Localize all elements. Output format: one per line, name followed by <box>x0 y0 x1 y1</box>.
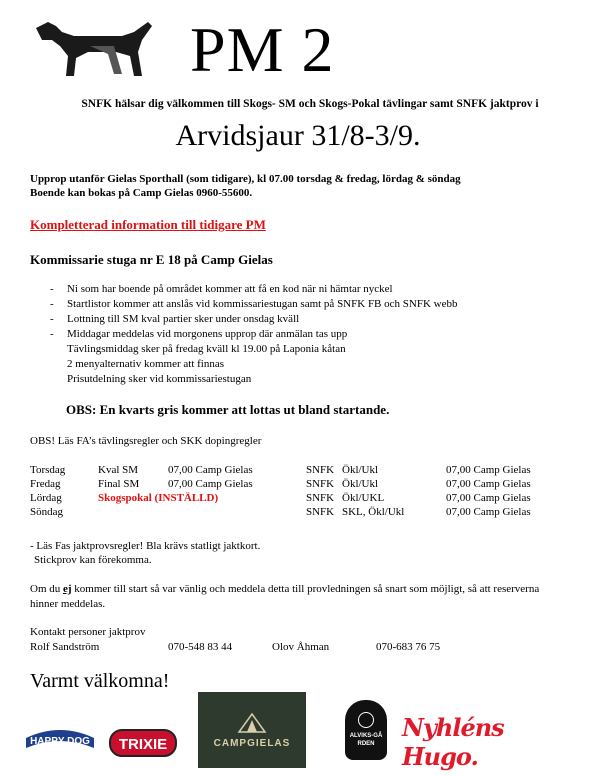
dog-silhouette-logo <box>30 18 160 80</box>
schedule-time2: 07,00 Camp Gielas <box>446 492 531 504</box>
contact-row <box>30 640 440 655</box>
schedule-time2: 07,00 Camp Gielas <box>446 506 531 518</box>
schedule-org: SNFK <box>306 464 335 476</box>
location-dates: Arvidsjaur 31/8-3/9. <box>175 119 421 152</box>
schedule-day: Fredag <box>30 478 61 490</box>
list-item: - Startlistor kommer att anslås vid kommissariestugan samt på SNFK FB och SNFK webb <box>50 298 458 310</box>
trixie-logo <box>108 726 178 760</box>
table-row <box>30 491 531 505</box>
contact-phone: 070-683 76 75 <box>376 641 441 653</box>
contact-name: Olov Åhman <box>272 641 330 653</box>
schedule-class: Ökl/UKL <box>342 492 385 504</box>
schedule-event: Final SM <box>98 478 140 490</box>
schedule-day: Lördag <box>30 492 62 504</box>
camp-gielas-text: CAMPGIELAS <box>213 737 291 749</box>
contact-phone: 070-548 83 44 <box>168 641 233 653</box>
rules-note-line: Stickprov kan förekomma. <box>34 554 152 566</box>
info-bullet-list <box>50 282 457 387</box>
rules-note <box>30 539 260 567</box>
alviks-emblem-icon <box>358 712 374 728</box>
trixie-text: TRIXIE <box>118 736 168 753</box>
list-item-continuation: 2 menyalternativ kommer att finnas <box>67 358 225 370</box>
withdrawal-notice: Om du ej kommer till start så var vänlig och meddela detta till provledningen så snart som möjligt, så att reserverna hinner meddelas. <box>30 583 540 610</box>
page-title: PM 2 <box>190 14 335 85</box>
contact-name: Rolf Sandström <box>30 641 100 653</box>
nyhlens-hugo-text: Nyhléns Hugo. <box>402 713 504 771</box>
schedule-event-cancelled: Skogspokal (INSTÄLLD) <box>98 492 219 504</box>
list-item: - Middagar meddelas vid morgonens upprop där anmälan tas upp <box>50 328 348 340</box>
table-row <box>30 477 531 491</box>
obs-rules-notice: OBS! Läs FA’s tävlingsregler och SKK dopingregler <box>30 435 262 447</box>
camp-gielas-logo <box>198 692 306 768</box>
info-line-roll-call: Upprop utanför Gielas Sporthall (som tidigare), kl 07.00 torsdag & fredag, lördag & söndag <box>30 173 461 185</box>
schedule-event <box>98 505 168 519</box>
nyhlens-hugo-logo <box>402 713 552 771</box>
schedule-time <box>168 505 306 519</box>
info-line-booking: Boende kan bokas på Camp Gielas 0960-55600. <box>30 187 253 199</box>
closing-greeting: Varmt välkomna! <box>30 670 170 692</box>
rules-note-line: - Läs Fas jaktprovsregler! Bla krävs statligt jaktkort. <box>30 540 261 552</box>
schedule-org: SNFK <box>306 506 335 518</box>
contact-block <box>30 625 440 655</box>
list-item: - Ni som har boende på området kommer att få en kod när ni hämtar nyckel <box>50 283 393 295</box>
schedule-event: Kval SM <box>98 464 139 476</box>
happy-dog-logo <box>24 722 96 752</box>
contact-heading: Kontakt personer jaktprov <box>30 626 146 638</box>
table-row <box>30 463 531 477</box>
list-item: - Lottning till SM kval partier sker under onsdag kväll <box>50 313 300 325</box>
supplement-heading: Kompletterad information till tidigare PM <box>30 217 266 232</box>
info-block <box>30 172 461 200</box>
alviks-garden-logo <box>345 700 387 760</box>
stuga-heading: Kommissarie stuga nr E 18 på Camp Gielas <box>30 252 273 267</box>
tent-icon <box>237 712 267 734</box>
welcome-text: SNFK hälsar dig välkommen till Skogs- SM och Skogs-Pokal tävlingar samt SNFK jaktprov i <box>81 98 539 110</box>
list-item-continuation: Tävlingsmiddag sker på fredag kväll kl 19.00 på Laponia kåtan <box>67 343 346 355</box>
schedule-class: Ökl/Ukl <box>342 478 379 490</box>
schedule-org: SNFK <box>306 478 335 490</box>
table-row <box>30 505 531 519</box>
emphasis-ej: ej <box>63 583 72 595</box>
schedule-class: SKL, Ökl/Ukl <box>342 506 405 518</box>
schedule-time2: 07,00 Camp Gielas <box>446 478 531 490</box>
obs-raffle-notice: OBS: En kvarts gris kommer att lottas ut bland startande. <box>66 402 390 417</box>
schedule-time: 07,00 Camp Gielas <box>168 478 253 490</box>
schedule-day: Torsdag <box>30 464 66 476</box>
schedule-class: Ökl/Ukl <box>342 464 379 476</box>
schedule-time2: 07,00 Camp Gielas <box>446 464 531 476</box>
happy-dog-text: HAPPY DOG <box>30 736 90 747</box>
schedule-org: SNFK <box>306 492 335 504</box>
schedule-day: Söndag <box>30 506 63 518</box>
alviks-text: ALVIKS-GÅRDEN <box>349 733 383 747</box>
list-item-continuation: Prisutdelning sker vid kommissariestugan <box>67 373 252 385</box>
schedule-time: 07,00 Camp Gielas <box>168 464 253 476</box>
schedule-table <box>30 463 531 519</box>
